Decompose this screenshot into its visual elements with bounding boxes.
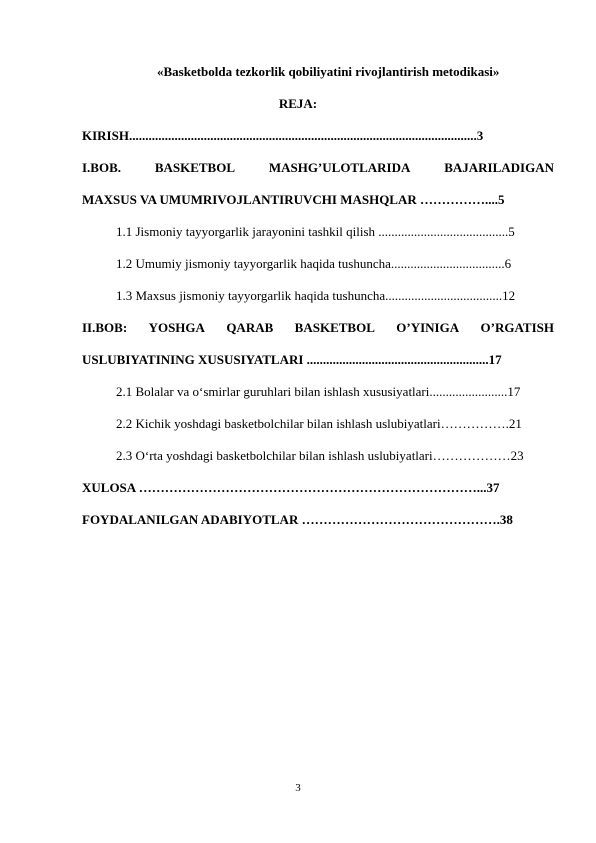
page-number: 3	[295, 782, 301, 794]
toc-word: O’RGATISH	[480, 320, 554, 335]
toc-word: QARAB	[226, 320, 274, 335]
toc-section-1-2: 1.2 Umumiy jismoniy tayyorgarlik haqida tushuncha...................................6	[116, 256, 512, 271]
toc-entry-kirish: KIRISH...........................................................................................................3	[82, 128, 484, 143]
toc-word: BASKETBOL	[154, 160, 236, 175]
toc-chapter-2-line-2: USLUBIYATINING XUSUSIYATLARI ........................................................17	[82, 352, 502, 367]
toc-entry-xulosa: XULOSA ……………………………………………………………………...37	[82, 480, 500, 495]
toc-word: II.BOB:	[82, 320, 128, 335]
plan-heading: REJA:	[278, 96, 318, 111]
toc-section-2-2: 2.2 Kichik yoshdagi basketbolchilar bilan ishlash uslubiyatlari…………….21	[116, 416, 522, 431]
toc-word: BAJARILADIGAN	[444, 160, 554, 175]
toc-chapter-2-line-1	[82, 320, 554, 336]
toc-word: YOSHGA	[148, 320, 205, 335]
toc-word: BASKETBOL	[294, 320, 375, 335]
toc-word: I.BOB.	[82, 160, 122, 175]
toc-section-2-3: 2.3 O‘rta yoshdagi basketbolchilar bilan ishlash uslubiyatlari………………23	[116, 448, 524, 463]
toc-section-2-1: 2.1 Bolalar va o‘smirlar guruhlari bilan ishlash xususiyatlari........................17	[116, 384, 521, 399]
toc-section-1-1: 1.1 Jismoniy tayyorgarlik jarayonini tashkil qilish ........................................5	[116, 224, 515, 239]
document-title: «Basketbolda tezkorlik qobiliyatini rivojlantirish metodikasi»	[157, 64, 500, 79]
toc-chapter-1-line-1	[82, 160, 554, 176]
toc-section-1-3: 1.3 Maxsus jismoniy tayyorgarlik haqida tushuncha....................................12	[116, 288, 516, 303]
toc-chapter-1-line-2: MAXSUS VA UMUMRIVOJLANTIRUVCHI MASHQLAR ……………....5	[82, 192, 505, 207]
toc-word: MASHG’ULOTLARIDA	[268, 160, 411, 175]
toc-word: O’YINIGA	[396, 320, 460, 335]
toc-entry-adabiyotlar: FOYDALANILGAN ADABIYOTLAR ……………………………………….38	[82, 512, 513, 527]
